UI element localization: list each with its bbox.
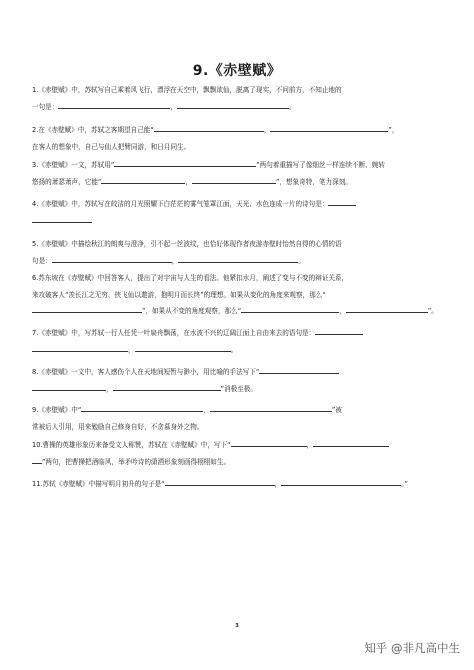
question-11 [32, 476, 444, 493]
q5-text-2: 句是： [32, 256, 52, 265]
answer-blank[interactable] [313, 439, 389, 447]
q9-sep: ， [203, 406, 210, 414]
q1-end: 。 [288, 102, 296, 111]
question-2 [32, 122, 444, 155]
answer-blank[interactable] [178, 255, 298, 263]
question-7 [32, 325, 444, 358]
answer-blank[interactable] [135, 344, 231, 352]
q6-end: ”。 [427, 307, 438, 315]
answer-blank[interactable] [58, 101, 170, 109]
q3-text-b: ”两句着重描写了像细丝一样连续不断、婉转 [256, 161, 385, 169]
question-3 [32, 157, 444, 190]
answer-blank[interactable] [192, 176, 276, 184]
q5-sep: ， [171, 256, 179, 265]
q2-text-2: 在客人的想象中，自己与仙人把臂同游，和日月同生。 [32, 142, 191, 151]
q9-text-2: 常被后人引用，用来勉励自己修身自好，不贪慕身外之物。 [32, 422, 204, 431]
q10-sep: ， [306, 441, 314, 449]
answer-blank[interactable] [32, 215, 92, 223]
q9-end: ”被 [331, 406, 342, 414]
answer-blank[interactable] [270, 124, 388, 132]
q2-end: ”， [388, 126, 399, 134]
q11-sep: ， [274, 480, 282, 488]
q5-end: 。 [298, 256, 305, 265]
q3-text-2: 悠扬的萧瑟萧声，它能“ [32, 177, 102, 186]
answer-blank[interactable] [210, 404, 332, 412]
question-6 [32, 270, 444, 320]
page-title: 9.《赤壁赋》 [192, 63, 282, 79]
question-10 [32, 437, 444, 470]
answer-blank[interactable] [259, 366, 339, 374]
q7-sep: ， [128, 345, 135, 354]
answer-blank[interactable] [81, 404, 203, 412]
question-4 [32, 196, 444, 229]
question-9 [32, 402, 444, 435]
question-1 [32, 82, 444, 115]
answer-blank[interactable] [113, 383, 221, 391]
answer-blank[interactable] [32, 344, 128, 352]
watermark: 知乎 @非凡高中生 [364, 641, 460, 655]
q1-text-2: 一句是： [32, 102, 59, 111]
q1-text: 1.《赤壁赋》中，苏轼写自己乘着风飞行，漂浮在天空中，飘飘欲仙，脱离了现实，不问前方，不知止地的 [32, 86, 342, 94]
q6-text-3: ”，如果从不变的角度观察，那么“ [142, 307, 242, 315]
q9-text: 9.《赤壁赋》中“ [32, 406, 82, 414]
q7-text: 7.《赤壁赋》中，写苏轼一行人任凭一叶扁舟飘荡，在水波不兴的辽阔江面上自由来去的语句是： [32, 329, 316, 337]
question-5 [32, 236, 444, 269]
answer-blank[interactable] [52, 255, 172, 263]
page-number: 3 [235, 623, 239, 629]
answer-blank[interactable] [231, 439, 307, 447]
q6-text: 6.苏东坡在《赤壁赋》中回答客人，提出了对宇宙与人生的看法。他紧扣水月，阐述了变与不变的辩证关系， [32, 274, 349, 282]
q7-end: 。 [230, 345, 238, 354]
answer-blank[interactable] [315, 327, 363, 335]
q3-end: ”，想象奇特，笔力深刻。 [275, 177, 352, 186]
q1-sep: ， [170, 102, 177, 111]
q6-sep: ， [339, 307, 346, 315]
q11-text: 11.苏轼《赤壁赋》中描写明月初升的句子是“ [32, 480, 165, 488]
q4-text: 4.《赤壁赋》中，苏轼写在皎洁的月光照耀下白茫茫的雾气笼罩江面，天光、水色连成一片的诗句是： [32, 200, 329, 208]
q2-sep: ， [263, 126, 271, 134]
answer-blank[interactable] [114, 159, 256, 167]
answer-blank[interactable] [328, 198, 356, 206]
answer-blank[interactable] [165, 478, 275, 486]
answer-blank[interactable] [281, 478, 401, 486]
question-8 [32, 364, 444, 397]
q6-text-2: 来攻破客人“羡长江之无穷，挟飞仙以遨游，抱明月而长终”的理想。如果从变化的角度来观察，那么“ [32, 290, 326, 299]
q10-text: 10.曹操的英雄形象历来备受文人称赞，苏轼在《赤壁赋》中，写下“ [32, 441, 231, 449]
answer-blank[interactable] [101, 176, 185, 184]
q11-end: 。” [401, 480, 408, 488]
answer-blank[interactable] [346, 305, 428, 313]
q5-text: 5.《赤壁赋》中描绘秋江的朗爽与澄净，引不起一丝波纹，也恰好体现作者夜游赤壁时怡然自得的心情的语 [32, 240, 342, 248]
answer-blank[interactable] [241, 305, 339, 313]
q3-sep: ， [185, 177, 192, 186]
q8-end: ”消极至极。 [220, 384, 257, 393]
q10-text-2: ”两句，把曹操把酒临风，举矛吟诗的潇洒形象刻画得栩栩如生。 [42, 457, 231, 466]
answer-blank[interactable] [32, 383, 106, 391]
q2-text: 2.在《赤壁赋》中，苏轼之客期望自己能“ [32, 126, 154, 134]
answer-blank[interactable] [154, 124, 264, 132]
q8-text: 8.《赤壁赋》一文中，客人感伤个人在天地间短暂与渺小，用比喻的手法写下“ [32, 368, 260, 376]
q3-text: 3.《赤壁赋》一文，苏轼用“ [32, 161, 115, 169]
answer-blank[interactable] [177, 101, 289, 109]
q8-sep: ， [106, 384, 113, 393]
answer-blank[interactable] [32, 305, 142, 313]
answer-blank[interactable] [32, 456, 42, 464]
